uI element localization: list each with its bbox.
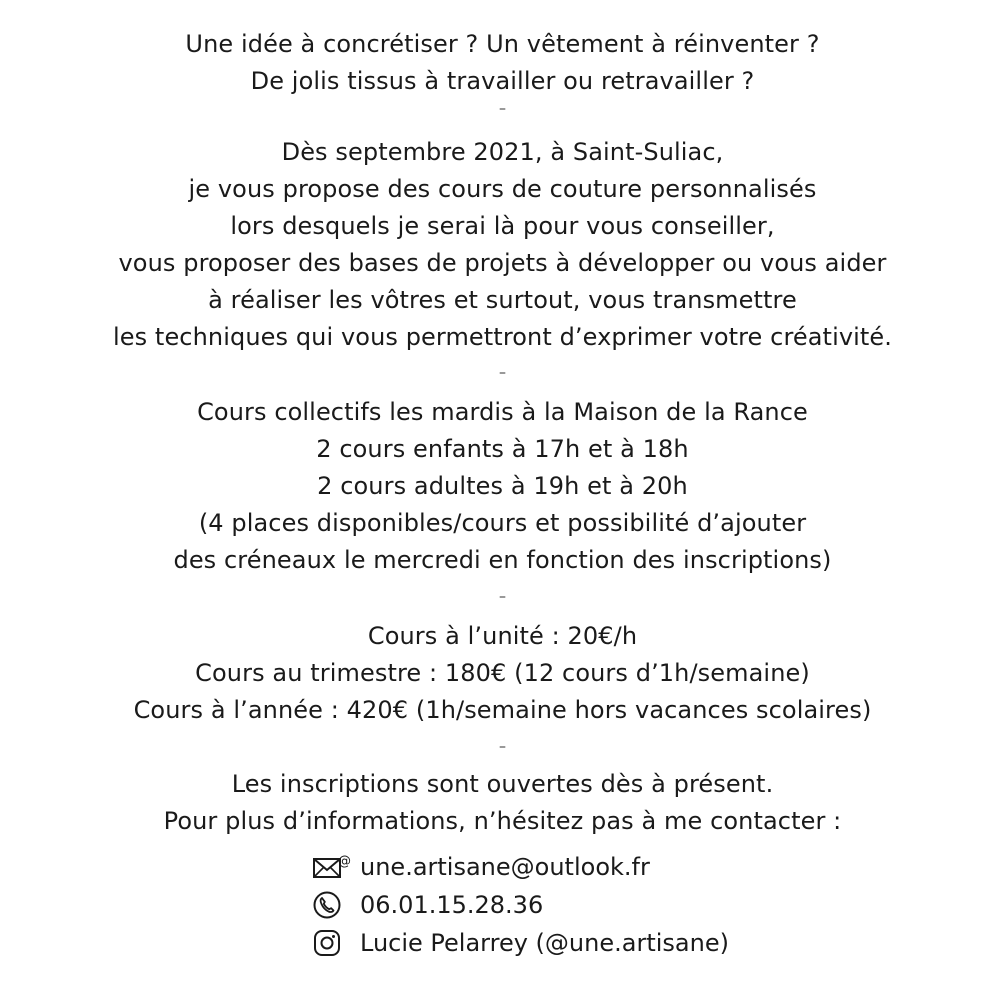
about-line: à réaliser les vôtres et surtout, vous transmettre	[208, 286, 797, 314]
contact-phone[interactable]	[312, 886, 729, 924]
pricing-line: Cours à l’unité : 20€/h	[367, 622, 638, 650]
pricing-line: Cours à l’année : 420€ (1h/semaine hors vacances scolaires)	[133, 696, 872, 724]
contact-email-value: une.artisane@outlook.fr	[360, 853, 650, 881]
section-separator: –	[499, 589, 506, 605]
pricing-block	[0, 618, 1005, 729]
contact-email[interactable]	[312, 848, 729, 886]
intro-line: Une idée à concrétiser ? Un vêtement à réinventer ?	[185, 30, 820, 58]
about-line: Dès septembre 2021, à Saint-Suliac,	[281, 138, 724, 166]
signup-block	[0, 766, 1005, 840]
section-separator: –	[499, 101, 506, 117]
section-separator: –	[499, 365, 506, 381]
contact-instagram-value: Lucie Pelarrey (@une.artisane)	[360, 929, 729, 957]
about-line: lors desquels je serai là pour vous conseiller,	[230, 212, 775, 240]
signup-line: Pour plus d’informations, n’hésitez pas à me contacter :	[163, 807, 842, 835]
schedule-line: (4 places disponibles/cours et possibilité d’ajouter	[198, 509, 807, 537]
schedule-line: 2 cours adultes à 19h et à 20h	[317, 472, 688, 500]
intro-line: De jolis tissus à travailler ou retravailler ?	[250, 67, 755, 95]
contact-instagram[interactable]	[312, 924, 729, 962]
about-line: je vous propose des cours de couture personnalisés	[188, 175, 817, 203]
contact-phone-value: 06.01.15.28.36	[360, 891, 544, 919]
about-line: vous proposer des bases de projets à développer ou vous aider	[118, 249, 887, 277]
email-icon	[312, 852, 352, 882]
signup-line: Les inscriptions sont ouvertes dès à présent.	[231, 770, 774, 798]
section-separator: –	[499, 739, 506, 755]
contact-list	[312, 848, 729, 962]
schedule-block	[0, 394, 1005, 579]
schedule-line: des créneaux le mercredi en fonction des inscriptions)	[173, 546, 832, 574]
about-line: les techniques qui vous permettront d’exprimer votre créativité.	[112, 323, 893, 351]
schedule-line: Cours collectifs les mardis à la Maison de la Rance	[197, 398, 808, 426]
pricing-line: Cours au trimestre : 180€ (12 cours d’1h/semaine)	[195, 659, 810, 687]
svg-text:@: @	[338, 854, 351, 869]
schedule-line: 2 cours enfants à 17h et à 18h	[316, 435, 689, 463]
phone-icon	[312, 890, 352, 920]
intro-block	[0, 26, 1005, 100]
about-block	[0, 134, 1005, 356]
instagram-icon	[312, 928, 352, 958]
